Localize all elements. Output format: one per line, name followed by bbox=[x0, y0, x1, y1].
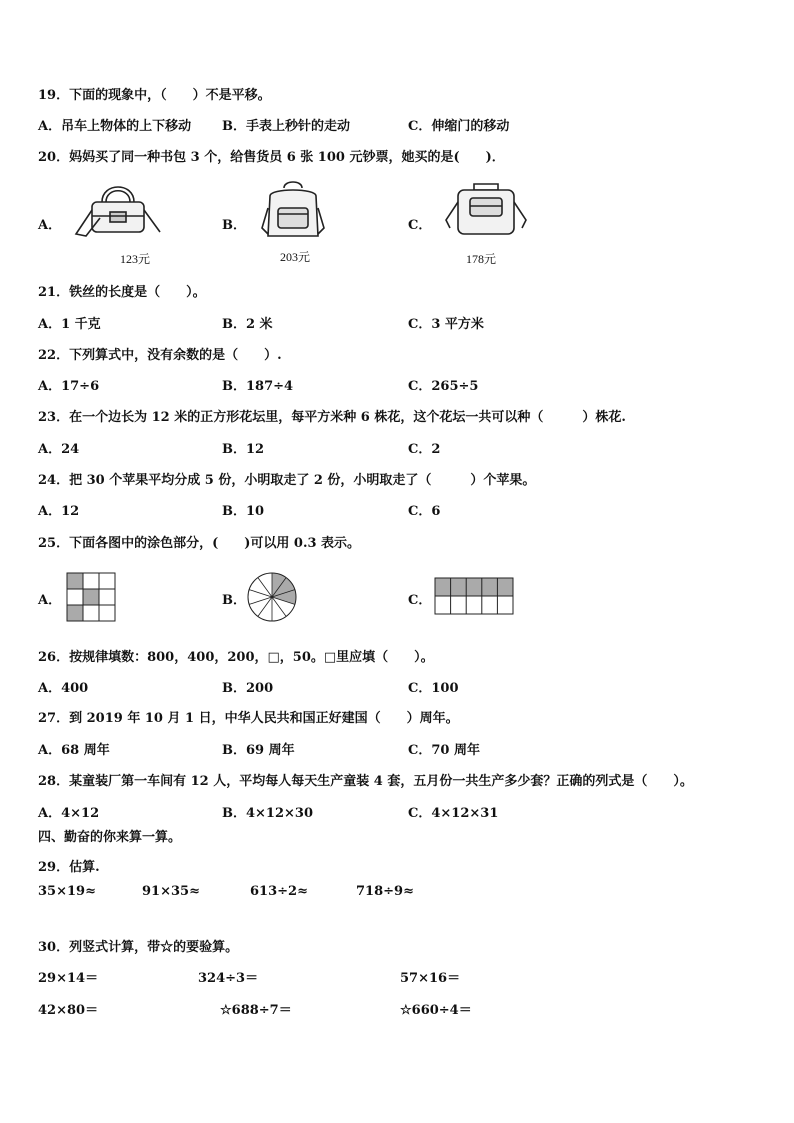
q23-option-a[interactable]: A．24 bbox=[38, 442, 80, 457]
q26-option-c[interactable]: C．100 bbox=[408, 681, 459, 696]
q25-option-b[interactable]: B． bbox=[222, 593, 246, 608]
q22-option-c[interactable]: C．265÷5 bbox=[408, 379, 479, 394]
question-28: 28．某童装厂第一车间有 12 人，平均每人每天生产童装 4 套，五月份一共生产多少套？正确的列式是（ ）。 bbox=[38, 774, 693, 789]
vertical-calc-item[interactable]: ☆660÷4＝ bbox=[400, 1003, 472, 1018]
q24-option-c[interactable]: C．6 bbox=[408, 504, 441, 519]
q20-price-a: 123元 bbox=[120, 252, 151, 266]
question-29: 29．估算. bbox=[38, 860, 100, 875]
vertical-calc-item[interactable]: 42×80＝ bbox=[38, 1003, 99, 1018]
question-25: 25．下面各图中的涂色部分，( )可以用 0.3 表示。 bbox=[38, 536, 361, 551]
section-4-title: 四、勤奋的你来算一算。 bbox=[38, 830, 182, 845]
q23-option-b[interactable]: B．12 bbox=[222, 442, 265, 457]
q19-option-c[interactable]: C．伸缩门的移动 bbox=[408, 119, 510, 134]
q27-option-c[interactable]: C．70 周年 bbox=[408, 743, 480, 758]
q25-option-c[interactable]: C． bbox=[408, 593, 432, 608]
question-19: 19．下面的现象中，（ ）不是平移。 bbox=[38, 88, 271, 103]
vertical-calc-item[interactable]: 29×14＝ bbox=[38, 971, 99, 986]
q19-option-a[interactable]: A．吊车上物体的上下移动 bbox=[38, 119, 192, 134]
q21-option-b[interactable]: B．2 米 bbox=[222, 317, 273, 332]
q28-option-c[interactable]: C．4×12×31 bbox=[408, 806, 499, 821]
q27-option-a[interactable]: A．68 周年 bbox=[38, 743, 110, 758]
circle-tenths-figure bbox=[246, 571, 298, 623]
q26-option-b[interactable]: B．200 bbox=[222, 681, 274, 696]
q23-option-c[interactable]: C．2 bbox=[408, 442, 441, 457]
q20-option-b[interactable]: B． bbox=[222, 218, 246, 233]
q24-option-a[interactable]: A．12 bbox=[38, 504, 80, 519]
vertical-calc-item[interactable]: ☆688÷7＝ bbox=[220, 1003, 292, 1018]
q24-option-b[interactable]: B．10 bbox=[222, 504, 265, 519]
schoolbag-icon bbox=[440, 176, 532, 244]
q19-option-b[interactable]: B．手表上秒针的走动 bbox=[222, 119, 350, 134]
question-23: 23．在一个边长为 12 米的正方形花坛里，每平方米种 6 株花，这个花坛一共可以种（ ）株花. bbox=[38, 410, 626, 425]
question-21: 21．铁丝的长度是（ ）。 bbox=[38, 285, 206, 300]
q28-option-a[interactable]: A．4×12 bbox=[38, 806, 100, 821]
q21-option-a[interactable]: A．1 千克 bbox=[38, 317, 101, 332]
q28-option-b[interactable]: B．4×12×30 bbox=[222, 806, 314, 821]
backpack-icon bbox=[258, 178, 328, 244]
estimate-item[interactable]: 718÷9≈ bbox=[356, 884, 414, 899]
question-30: 30．列竖式计算，带☆的要验算。 bbox=[38, 940, 239, 955]
question-20: 20．妈妈买了同一种书包 3 个，给售货员 6 张 100 元钞票，她买的是( )． bbox=[38, 150, 505, 165]
q27-option-b[interactable]: B．69 周年 bbox=[222, 743, 295, 758]
q26-option-a[interactable]: A．400 bbox=[38, 681, 89, 696]
estimate-item[interactable]: 35×19≈ bbox=[38, 884, 96, 899]
question-24: 24．把 30 个苹果平均分成 5 份，小明取走了 2 份，小明取走了（ ）个苹果。 bbox=[38, 473, 536, 488]
q20-price-c: 178元 bbox=[466, 252, 497, 266]
q20-option-c[interactable]: C． bbox=[408, 218, 432, 233]
vertical-calc-item[interactable]: 324÷3＝ bbox=[198, 971, 259, 986]
q20-price-b: 203元 bbox=[280, 250, 311, 264]
q22-option-a[interactable]: A．17÷6 bbox=[38, 379, 100, 394]
q21-option-c[interactable]: C．3 平方米 bbox=[408, 317, 484, 332]
q22-option-b[interactable]: B．187÷4 bbox=[222, 379, 294, 394]
estimate-item[interactable]: 91×35≈ bbox=[142, 884, 200, 899]
q25-option-a[interactable]: A． bbox=[38, 593, 62, 608]
grid-2x5-figure bbox=[434, 577, 514, 615]
grid-3x3-figure bbox=[66, 572, 116, 622]
q20-option-a[interactable]: A． bbox=[38, 218, 62, 233]
shoulder-bag-icon bbox=[72, 174, 164, 242]
question-27: 27．到 2019 年 10 月 1 日，中华人民共和国正好建国（ ）周年。 bbox=[38, 711, 459, 726]
question-22: 22．下列算式中，没有余数的是（ ）. bbox=[38, 348, 282, 363]
vertical-calc-item[interactable]: 57×16＝ bbox=[400, 971, 461, 986]
question-26: 26．按规律填数：800，400，200，□，50。□里应填（ ）。 bbox=[38, 650, 434, 665]
estimate-item[interactable]: 613÷2≈ bbox=[250, 884, 308, 899]
